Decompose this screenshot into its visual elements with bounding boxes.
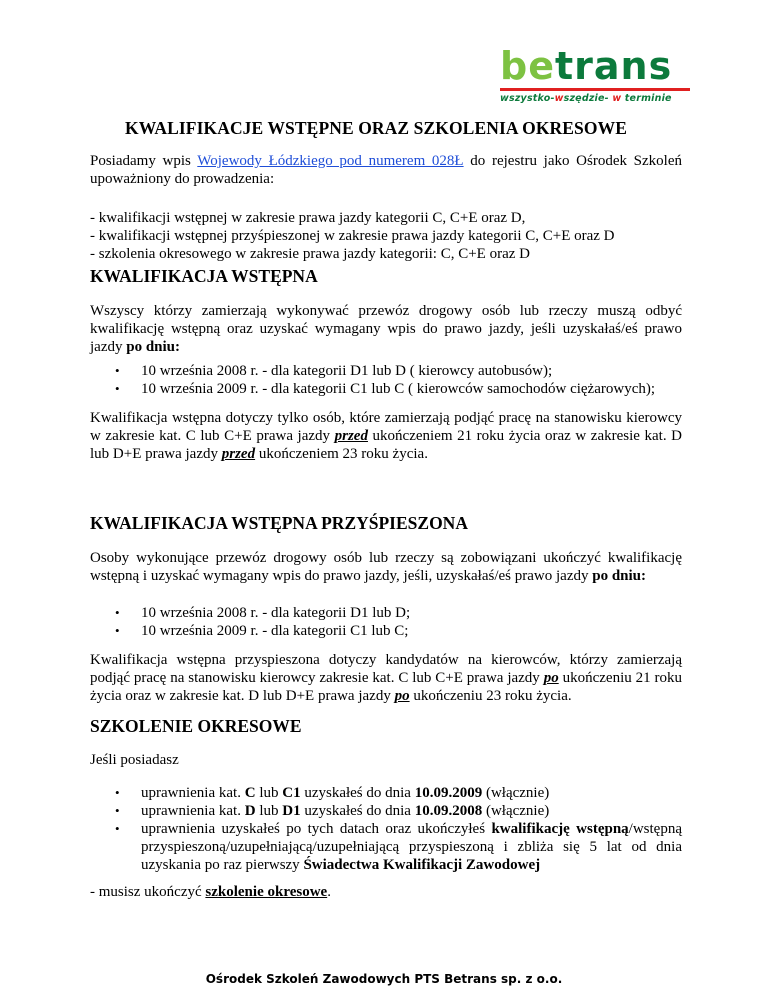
list-item: • uprawnienia kat. D lub D1 uzyskałeś do dnia 10.09.2008 (włącznie) [141,802,682,820]
section2-bullets [90,604,682,640]
list-item: • 10 września 2008 r. - dla kategorii D1 lub D ( kierowcy autobusów); [141,362,682,380]
logo-underline [500,88,690,91]
footer-company: Ośrodek Szkoleń Zawodowych PTS Betrans sp. z o.o. [205,972,563,986]
intro-list [90,209,682,263]
intro-paragraph: Posiadamy wpis Wojewody Łódzkiego pod numerem 028Ł do rejestru jako Ośrodek Szkoleń upoważniony do prowadzenia: [90,153,682,187]
list-item: • 10 września 2009 r. - dla kategorii C1 lub C ( kierowców samochodów ciężarowych); [141,380,682,398]
list-item: • 10 września 2009 r. - dla kategorii C1 lub C; [141,622,682,640]
betrans-logo [500,46,692,104]
section3-bullets [90,784,682,874]
logo-trans: trans [554,44,673,88]
logo-wordmark [500,46,692,86]
intro-item: - kwalifikacji wstępnej w zakresie prawa jazdy kategorii C, C+E oraz D, [90,210,526,226]
section-heading-kwalifikacja-wstepna: KWALIFIKACJA WSTĘPNA [90,266,318,286]
section-heading-szkolenie-okresowe: SZKOLENIE OKRESOWE [90,716,302,736]
section1-paragraph: Wszyscy którzy zamierzają wykonywać przewóz drogowy osób lub rzeczy muszą odbyć kwalifikację wstępną oraz uzyskać wymagany wpis do prawo jazdy, jeśli uzyskałaś/eś prawo jazdy po dniu: [90,303,682,355]
list-item: • uprawnienia uzyskałeś po tych datach oraz ukończyłeś kwalifikację wstępną/wstępną przyspieszoną/uzupełniającą/uzupełniającą przyspieszoną i zbliża się 5 lat od dnia uzyskania po raz pierwszy Świadectwa Kwalifikacji Zawodowej [141,820,682,874]
intro-item: - kwalifikacji wstępnej przyśpieszonej w zakresie prawa jazdy kategorii C, C+E oraz D [90,228,615,244]
section2-paragraph-2: Kwalifikacja wstępna przyspieszona dotyczy kandydatów na kierowców, którzy zamierzają podjąć pracę na stanowisku kierowcy zakresie kat. C lub C+E prawa jazdy po ukończeniu 21 roku życia oraz w zakresie kat. D lub D+E prawa jazdy po ukończeniu 23 roku życia. [90,652,682,704]
section1-bullets [90,362,682,398]
list-item: • 10 września 2008 r. - dla kategorii D1 lub D; [141,604,682,622]
logo-tagline: wszystko-wszędzie- w terminie [500,93,672,104]
intro-item: - szkolenia okresowego w zakresie prawa jazdy kategorii: C, C+E oraz D [90,246,530,262]
section1-paragraph-2: Kwalifikacja wstępna dotyczy tylko osób, które zamierzają podjąć pracę na stanowisku kierowcy w zakresie kat. C lub C+E prawa jazdy przed ukończeniem 21 roku życia oraz w zakresie kat. D lub D+E prawa jazdy przed ukończeniem 23 roku życia. [90,410,682,462]
logo-be: be [500,44,555,88]
list-item: • uprawnienia kat. C lub C1 uzyskałeś do dnia 10.09.2009 (włącznie) [141,784,682,802]
section-heading-przyspieszona: KWALIFIKACJA WSTĘPNA PRZYŚPIESZONA [90,513,468,533]
section3-closing: - musisz ukończyć szkolenie okresowe. [90,884,331,900]
section2-paragraph: Osoby wykonujące przewóz drogowy osób lub rzeczy są zobowiązani ukończyć kwalifikację wstępną i uzyskać wymagany wpis do prawo jazdy, jeśli, uzyskałaś/eś prawo jazdy po dniu: [90,550,682,584]
section3-lead: Jeśli posiadasz [90,752,179,768]
register-link[interactable]: Wojewody Łódzkiego pod numerem 028Ł [197,153,464,169]
page-title: KWALIFIKACJE WSTĘPNE ORAZ SZKOLENIA OKRESOWE [125,118,627,138]
